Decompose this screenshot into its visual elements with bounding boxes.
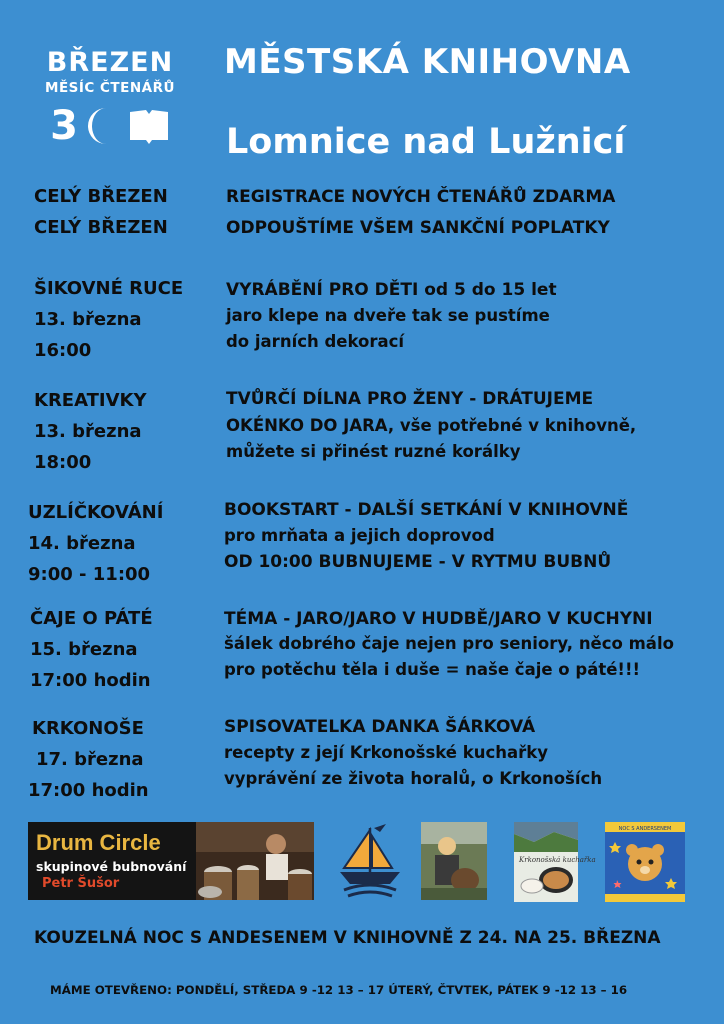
event-heading: TVŮRČÍ DÍLNA PRO ŽENY - DRÁTUJEME <box>226 389 594 409</box>
open-book-icon <box>128 106 170 146</box>
event-description: ODPOUŠTÍME VŠEM SANKČNÍ POPLATKY <box>226 218 610 238</box>
opening-hours: MÁME OTEVŘENO: PONDĚLÍ, STŘEDA 9 -12 13 – 17 ÚTERÝ, ČTVTEK, PÁTEK 9 -12 13 – 16 <box>50 983 628 997</box>
event-description: pro potěchu těla i duše = naše čaje o páté!!! <box>224 660 640 679</box>
event-date-label: CELÝ BŘEZEN <box>34 217 168 238</box>
ship-logo <box>334 822 406 898</box>
library-title: MĚSTSKÁ KNIHOVNA <box>224 42 631 82</box>
event-date: 14. března <box>28 533 136 554</box>
event-description: vyprávění ze života horalů, o Krkonoších <box>224 769 603 788</box>
event-heading: VYRÁBĚNÍ PRO DĚTI od 5 do 15 let <box>226 280 557 300</box>
event-description: šálek dobrého čaje nejen pro seniory, něco málo <box>224 634 674 653</box>
event-name: ŠIKOVNÉ RUCE <box>34 278 184 299</box>
event-description: do jarních dekorací <box>226 332 405 351</box>
cookbook-title: Krkonošská kuchařka <box>519 856 596 864</box>
event-description: REGISTRACE NOVÝCH ČTENÁŘŮ ZDARMA <box>226 187 616 207</box>
town-title: Lomnice nad Lužnicí <box>226 122 626 162</box>
event-description: OD 10:00 BUBNUJEME - V RYTMU BUBNŮ <box>224 552 612 572</box>
drums-photo <box>196 822 314 900</box>
event-heading: SPISOVATELKA DANKA ŠÁRKOVÁ <box>224 717 536 737</box>
event-name: ČAJE O PÁTÉ <box>30 608 153 629</box>
drum-circle-name: Petr Šušor <box>42 876 120 891</box>
event-description: OKÉNKO DO JARA, vše potřebné v knihovně, <box>226 416 637 435</box>
event-description: recepty z její Krkonošské kuchařky <box>224 743 548 762</box>
drum-circle-title: Drum Circle <box>36 830 161 855</box>
event-date: 15. března <box>30 639 138 660</box>
cookbook-cover <box>514 822 596 902</box>
march-readers-logo <box>30 48 190 148</box>
event-time: 16:00 <box>34 340 92 361</box>
drum-circle-subtitle: skupinové bubnování <box>36 859 187 874</box>
event-time: 9:00 - 11:00 <box>28 564 151 585</box>
event-description: můžete si přinést ruzné korálky <box>226 442 521 461</box>
event-time: 17:00 hodin <box>28 780 149 801</box>
author-photo <box>421 822 487 900</box>
drum-circle-banner <box>28 822 314 900</box>
logo-number: 3 <box>50 103 78 149</box>
logo-month: BŘEZEN <box>46 47 174 78</box>
event-heading: TÉMA - JARO/JARO V HUDBĚ/JARO V KUCHYNI <box>224 609 653 629</box>
event-heading: BOOKSTART - DALŠÍ SETKÁNÍ V KNIHOVNĚ <box>224 500 629 520</box>
event-date: 13. března <box>34 421 142 442</box>
andersen-night-cover <box>605 822 685 902</box>
event-date: 17. března <box>36 749 144 770</box>
event-description: jaro klepe na dveře tak se pustíme <box>226 306 550 325</box>
event-name: KREATIVKY <box>34 390 147 411</box>
crescent-moon-icon <box>84 106 122 146</box>
event-name: UZLÍČKOVÁNÍ <box>28 502 164 523</box>
event-description: pro mrňata a jejich doprovod <box>224 526 495 545</box>
event-date: 13. března <box>34 309 142 330</box>
event-time: 17:00 hodin <box>30 670 151 691</box>
event-date-label: CELÝ BŘEZEN <box>34 186 168 207</box>
logo-subtitle: MĚSÍC ČTENÁŘŮ <box>45 80 175 96</box>
event-time: 18:00 <box>34 452 92 473</box>
night-cover-title: NOC S ANDERSENEM <box>618 826 672 832</box>
event-name: KRKONOŠE <box>32 718 144 739</box>
andersen-night-announcement: KOUZELNÁ NOC S ANDESENEM V KNIHOVNĚ Z 24. NA 25. BŘEZNA <box>34 928 661 948</box>
